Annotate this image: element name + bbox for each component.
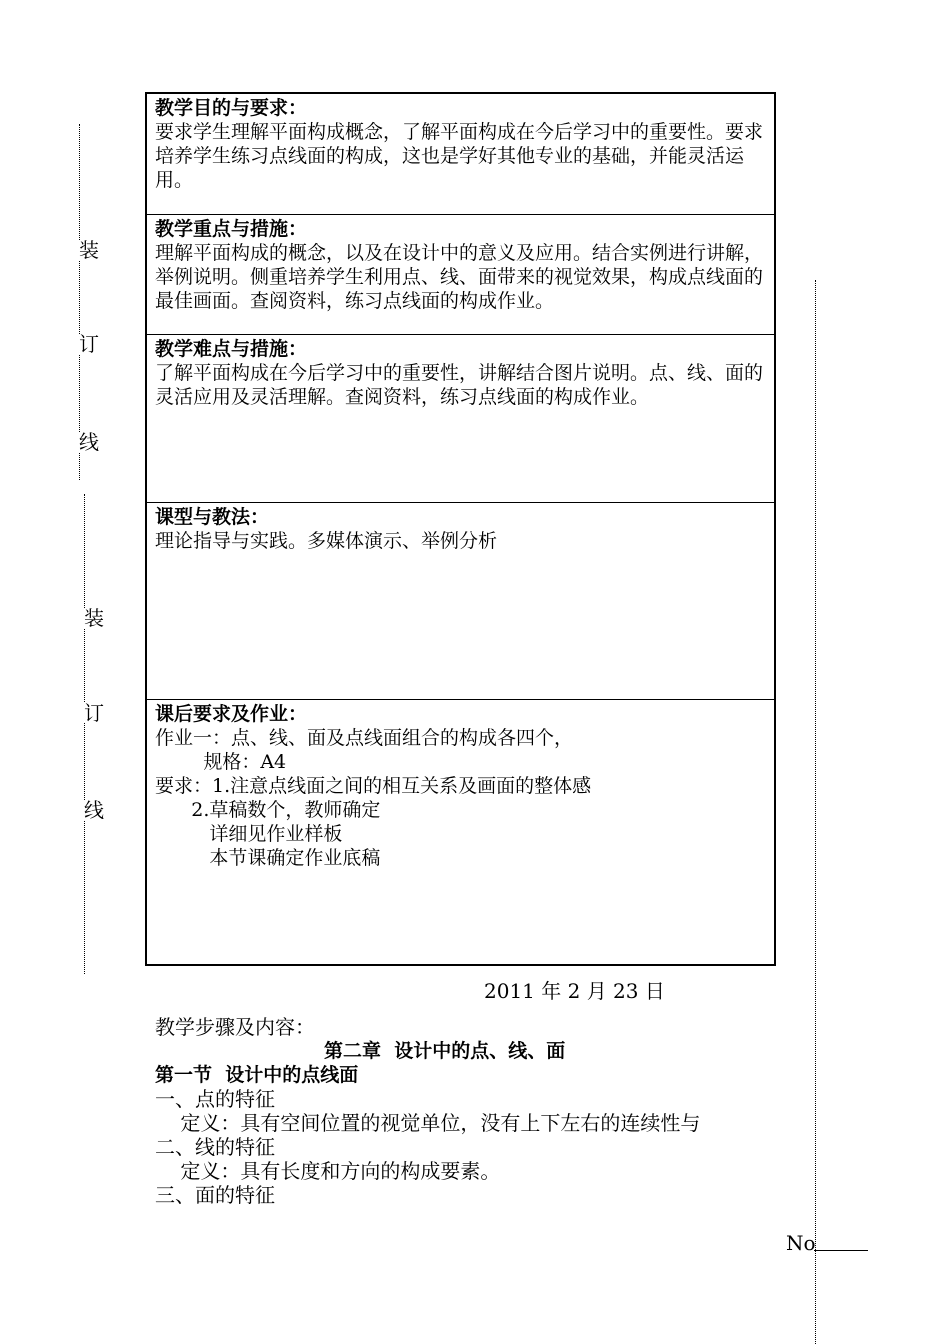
objectives-title: 教学目的与要求： [155, 97, 308, 119]
homework-cell [147, 700, 774, 964]
binding-dotted-line-bottom [84, 494, 85, 974]
binding-dotted-line-top [79, 124, 80, 480]
steps-item: 定义：具有长度和方向的构成要素。 [155, 1159, 501, 1183]
right-dotted-line [815, 280, 816, 1344]
page-number-label: No [786, 1231, 816, 1255]
keypoints-title: 教学重点与措施： [155, 218, 308, 240]
binding-char-xian-top: 线 [79, 430, 99, 454]
section-heading: 第一节 设计中的点线面 [155, 1064, 359, 1086]
steps-item: 三、面的特征 [155, 1183, 275, 1207]
objectives-body: 要求学生理解平面构成概念，了解平面构成在今后学习中的重要性。要求培养学生练习点线面的构成，这也是学好其他专业的基础，并能灵活运用。 [155, 121, 764, 191]
difficulties-body: 了解平面构成在今后学习中的重要性，讲解结合图片说明。点、线、面的灵活应用及灵活理解。查阅资料，练习点线面的构成作业。 [155, 362, 764, 408]
lesson-plan-table [145, 92, 776, 966]
teaching-steps [155, 1015, 795, 1207]
binding-char-zhuang-top: 装 [79, 238, 99, 262]
difficulties-title: 教学难点与措施： [155, 338, 308, 360]
steps-item: 二、线的特征 [155, 1135, 275, 1159]
homework-line: 要求：1.注意点线面之间的相互关系及画面的整体感 [155, 775, 592, 797]
lesson-date: 2011 年 2 月 23 日 [484, 979, 665, 1003]
homework-line: 作业一：点、线、面及点线面组合的构成各四个， [155, 727, 574, 749]
objectives-cell [147, 94, 774, 215]
steps-intro: 教学步骤及内容： [155, 1015, 315, 1039]
method-cell [147, 503, 774, 700]
binding-char-xian-bottom: 线 [84, 798, 104, 822]
keypoints-body: 理解平面构成的概念，以及在设计中的意义及应用。结合实例进行讲解，举例说明。侧重培养学生利用点、线、面带来的视觉效果，构成点线面的最佳画面。查阅资料，练习点线面的构成作业。 [155, 242, 764, 312]
keypoints-cell [147, 215, 774, 335]
steps-item: 定义：具有空间位置的视觉单位，没有上下左右的连续性与 [155, 1111, 701, 1135]
homework-line: 2.草稿数个，教师确定 [155, 799, 381, 821]
homework-line: 规格：A4 [155, 751, 287, 773]
homework-line: 本节课确定作业底稿 [155, 847, 381, 869]
steps-item: 一、点的特征 [155, 1087, 275, 1111]
method-title: 课型与教法： [155, 506, 270, 528]
chapter-heading: 第二章 设计中的点、线、面 [324, 1040, 566, 1062]
homework-title: 课后要求及作业： [155, 703, 308, 725]
binding-char-ding-top: 订 [79, 332, 99, 356]
method-body: 理论指导与实践。多媒体演示、举例分析 [155, 530, 498, 552]
difficulties-cell [147, 335, 774, 503]
homework-line: 详细见作业样板 [155, 823, 343, 845]
binding-char-ding-bottom: 订 [84, 701, 104, 725]
binding-char-zhuang-bottom: 装 [84, 606, 104, 630]
page-number-underline [814, 1250, 868, 1251]
